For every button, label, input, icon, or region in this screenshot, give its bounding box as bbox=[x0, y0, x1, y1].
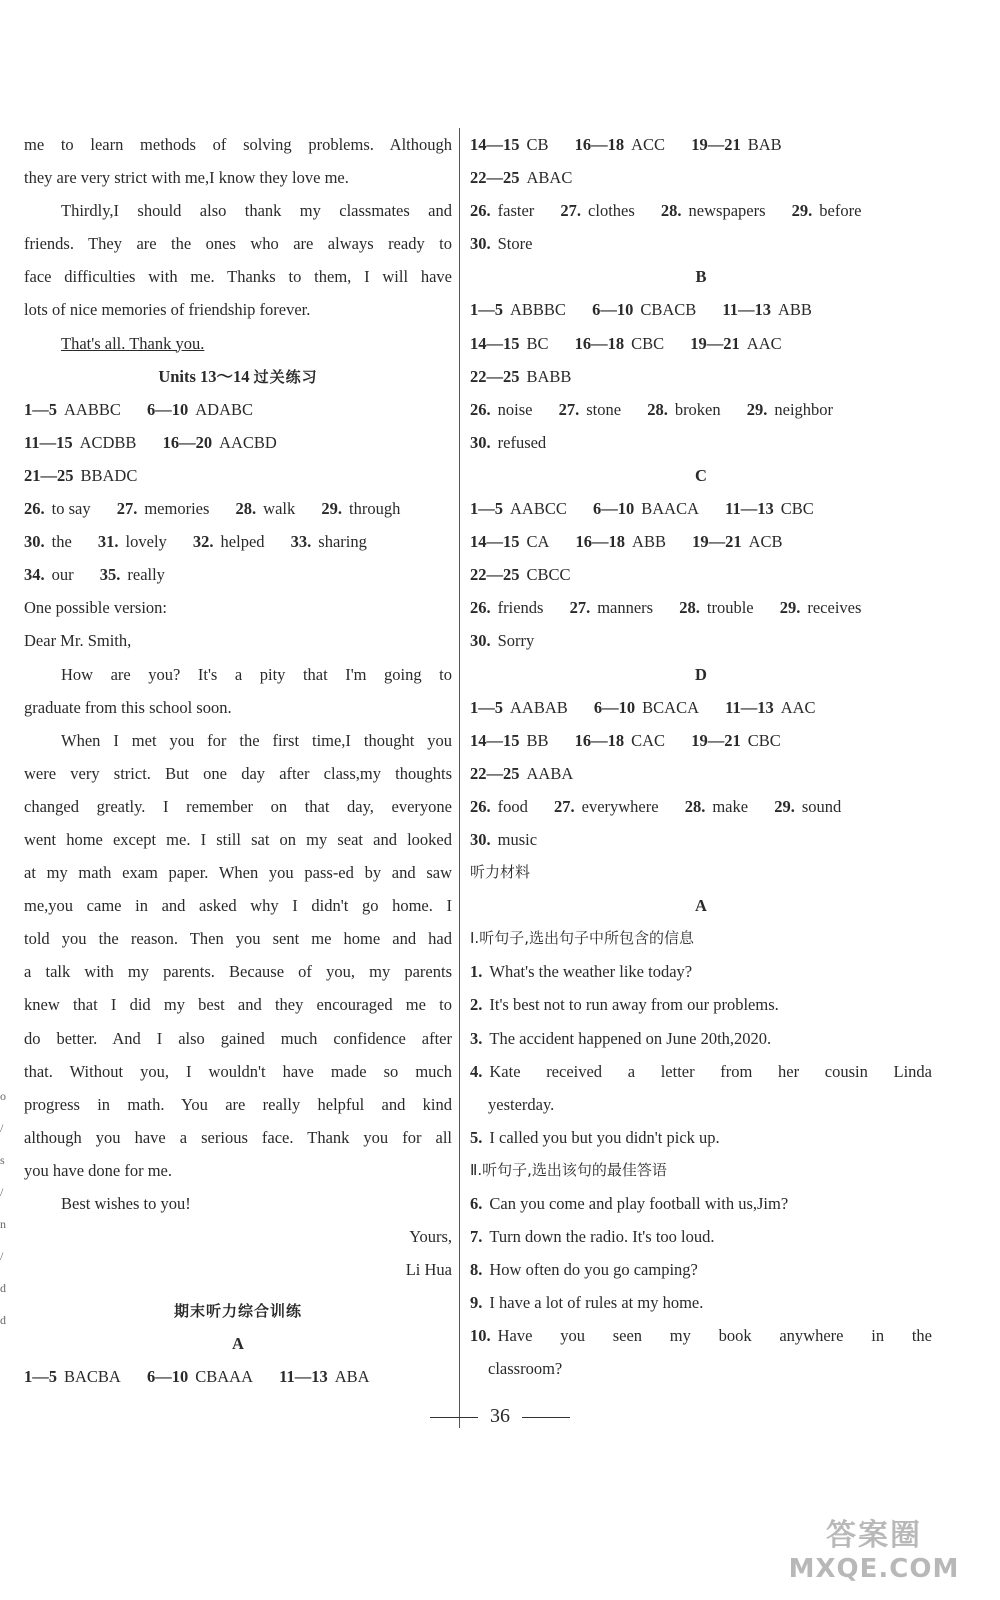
answer-row: 1—5 AABCC 6—10 BAACA 11—13 CBC bbox=[470, 499, 814, 519]
final-heading: 期末听力综合训练 bbox=[173, 1302, 302, 1321]
answer-row: 30. the 31. lovely 32. helped 33. sharing bbox=[24, 532, 367, 552]
listening-label: 听力材料 bbox=[470, 863, 531, 882]
answer-row: 26. food 27. everywhere 28. make 29. sound bbox=[470, 796, 842, 816]
listening-item: 6. Can you come and play football with us,Jim? bbox=[470, 1194, 789, 1213]
letter-line: changed greatly. I remember on that day, everyone bbox=[24, 796, 452, 816]
letter-closing: Yours, bbox=[409, 1227, 452, 1247]
essay-line: they are very strict with me,I know they love me. bbox=[24, 168, 349, 188]
essay-line: Thirdly,I should also thank my classmates and bbox=[61, 201, 452, 221]
answer-row: 22—25 BABB bbox=[470, 366, 572, 386]
essay-line: me to learn methods of solving problems. Although bbox=[24, 135, 452, 154]
margin-marks: o / s / n / d d bbox=[0, 1089, 6, 1327]
answer-row: 34. our 35. really bbox=[24, 565, 165, 585]
section-label: D bbox=[695, 664, 707, 684]
answer-row: 30. Store bbox=[470, 234, 533, 254]
listening-item: 4. Kate received a letter from her cousin Linda bbox=[470, 1061, 932, 1081]
listening-item: 10. Have you seen my book anywhere in the bbox=[470, 1326, 932, 1346]
letter-greeting: Dear Mr. Smith, bbox=[24, 631, 132, 651]
answer-row: 30. music bbox=[470, 829, 538, 849]
listening-item: 5. I called you but you didn't pick up. bbox=[470, 1127, 720, 1147]
answer-row: 30. refused bbox=[470, 432, 547, 452]
answer-row: 14—15 CA 16—18 ABB 19—21 ACB bbox=[470, 532, 783, 552]
answer-row: 26. noise 27. stone 28. broken 29. neighbor bbox=[470, 399, 834, 419]
part-title: Ⅰ.听句子,选出句子中所包含的信息 bbox=[470, 929, 694, 948]
part-title: Ⅱ.听句子,选出该句的最佳答语 bbox=[470, 1160, 667, 1179]
listening-item-cont: yesterday. bbox=[488, 1094, 555, 1114]
answer-row: 1—5 ABBBC 6—10 CBACB 11—13 ABB bbox=[470, 300, 812, 320]
answer-row: 26. friends 27. manners 28. trouble 29. receives bbox=[470, 598, 862, 618]
section-label: B bbox=[695, 267, 707, 287]
letter-line: at my math exam paper. When you pass-ed by and saw bbox=[24, 863, 452, 883]
listening-item: 8. How often do you go camping? bbox=[470, 1260, 698, 1280]
left-column bbox=[24, 128, 452, 1394]
letter-line: you have done for me. bbox=[24, 1160, 172, 1180]
unit-heading: Units 13～14 过关练习 bbox=[158, 366, 318, 386]
letter-line: do better. And I also gained much confidence after bbox=[24, 1028, 452, 1048]
right-column bbox=[470, 128, 932, 1386]
column-divider bbox=[459, 128, 460, 1428]
answer-row: 21—25 BBADC bbox=[24, 465, 138, 485]
answer-row: 22—25 ABAC bbox=[470, 168, 573, 188]
listening-item: 9. I have a lot of rules at my home. bbox=[470, 1293, 704, 1313]
section-label: A bbox=[695, 896, 707, 916]
answer-row: 1—5 AABAB 6—10 BCACA 11—13 AAC bbox=[470, 697, 816, 717]
answer-row: 22—25 CBCC bbox=[470, 565, 571, 585]
answer-row: 1—5 AABBC 6—10 ADABC bbox=[24, 399, 253, 419]
letter-line: How are you? It's a pity that I'm going to bbox=[61, 664, 452, 684]
letter-line: When I met you for the first time,I thought you bbox=[61, 730, 452, 750]
answer-row: 11—15 ACDBB 16—20 AACBD bbox=[24, 432, 277, 452]
listening-item: 7. Turn down the radio. It's too loud. bbox=[470, 1227, 715, 1247]
letter-line: progress in math. You are really helpful and kind bbox=[24, 1094, 452, 1114]
answer-row: 30. Sorry bbox=[470, 631, 535, 651]
letter-line: me,you came in and asked why I didn't go home. I bbox=[24, 896, 452, 916]
version-label: One possible version: bbox=[24, 598, 167, 618]
letter-line: knew that I did my best and they encouraged me to bbox=[24, 995, 452, 1015]
essay-line: friends. They are the ones who are always ready to bbox=[24, 234, 452, 254]
letter-line: a talk with my parents. Because of you, my parents bbox=[24, 962, 452, 982]
listening-item: 2. It's best not to run away from our problems. bbox=[470, 995, 779, 1015]
letter-signature: Li Hua bbox=[405, 1260, 452, 1280]
answer-row: 14—15 CB 16—18 ACC 19—21 BAB bbox=[470, 135, 782, 154]
answer-row: 14—15 BC 16—18 CBC 19—21 AAC bbox=[470, 333, 782, 353]
essay-line: lots of nice memories of friendship forever. bbox=[24, 300, 311, 320]
section-label: C bbox=[695, 465, 707, 485]
answer-row: 22—25 AABA bbox=[470, 763, 574, 783]
section-label: A bbox=[232, 1334, 244, 1354]
letter-line: told you the reason. Then you sent me home and had bbox=[24, 929, 452, 949]
letter-line: were very strict. But one day after class,my thoughts bbox=[24, 763, 452, 783]
letter-line: that. Without you, I wouldn't have made so much bbox=[24, 1061, 452, 1081]
answer-row: 26. faster 27. clothes 28. newspapers 29. before bbox=[470, 201, 862, 221]
letter-line: graduate from this school soon. bbox=[24, 697, 232, 717]
answer-row: 1—5 BACBA 6—10 CBAAA 11—13 ABA bbox=[24, 1367, 370, 1387]
listening-item: 3. The accident happened on June 20th,2020. bbox=[470, 1028, 772, 1048]
essay-line: face difficulties with me. Thanks to them, I will have bbox=[24, 267, 452, 287]
answer-row: 26. to say 27. memories 28. walk 29. through bbox=[24, 499, 401, 519]
letter-line: although you have a serious face. Thank you for all bbox=[24, 1127, 452, 1147]
watermark-logo: 答案圈 MXQE.COM bbox=[788, 1518, 960, 1584]
essay-closing: That's all. Thank you. bbox=[61, 333, 205, 353]
letter-line: Best wishes to you! bbox=[61, 1194, 191, 1213]
answer-row: 14—15 BB 16—18 CAC 19—21 CBC bbox=[470, 730, 781, 750]
letter-line: went home except me. I still sat on my seat and looked bbox=[24, 829, 452, 849]
listening-item: 1. What's the weather like today? bbox=[470, 962, 693, 982]
listening-item-cont: classroom? bbox=[488, 1359, 563, 1379]
page-number: 36 bbox=[0, 1405, 1000, 1428]
